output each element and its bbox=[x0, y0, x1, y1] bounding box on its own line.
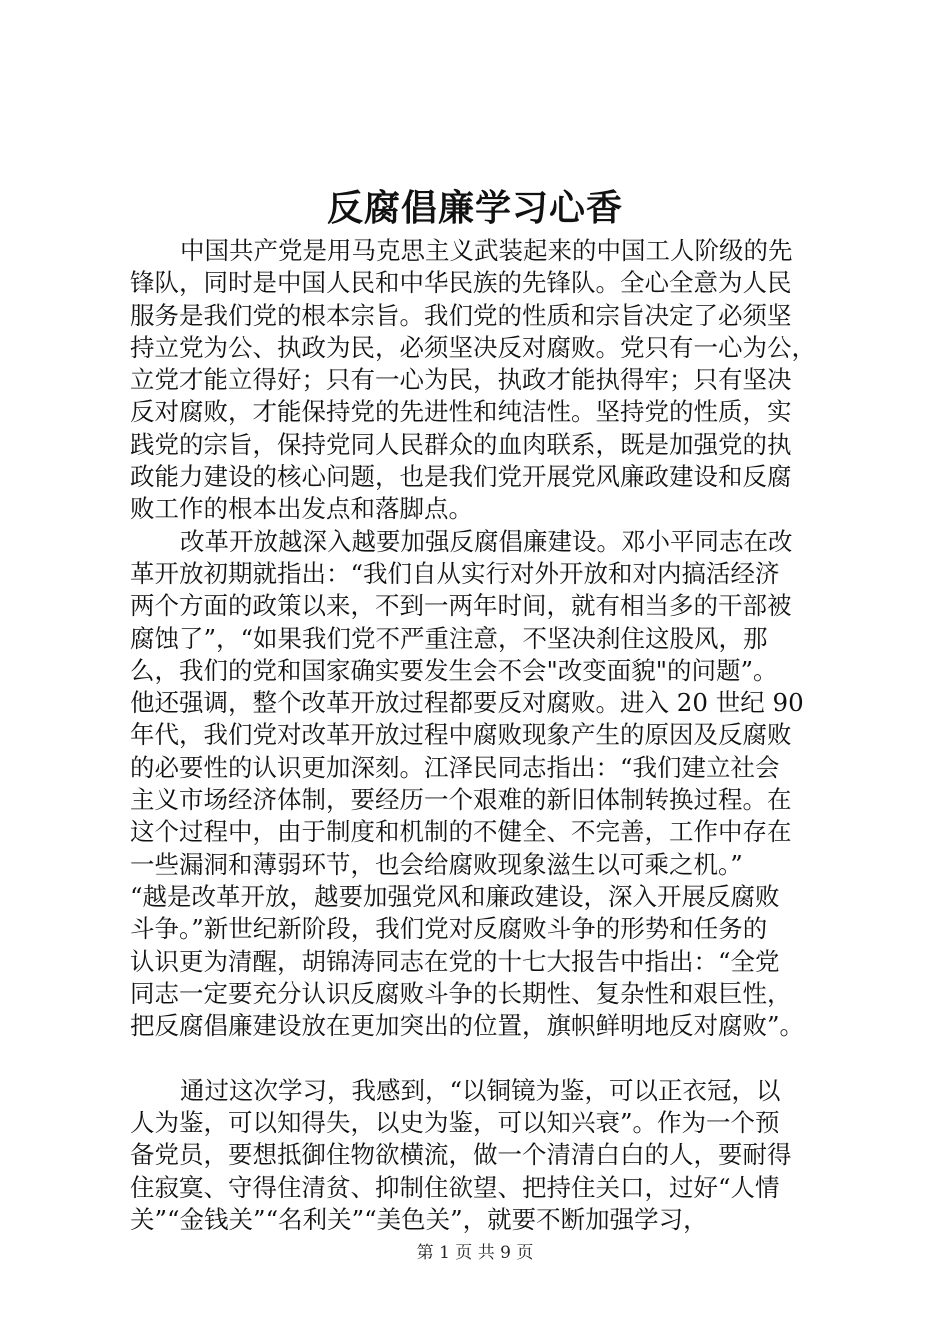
paragraph-line: 践党的宗旨，保持党同人民群众的血肉联系，既是加强党的执 bbox=[130, 429, 792, 459]
paragraph-line: 人为鉴，可以知得失，以史为鉴，可以知兴衰”。作为一个预 bbox=[130, 1108, 780, 1138]
paragraph-line: 备党员，要想抵御住物欲横流，做一个清清白白的人，要耐得 bbox=[130, 1140, 792, 1170]
paragraph-line: 服务是我们党的根本宗旨。我们党的性质和宗旨决定了必须坚 bbox=[130, 300, 792, 330]
paragraph-spacer bbox=[130, 1042, 848, 1074]
paragraph-line: 腐蚀了”，“如果我们党不严重注意，不坚决刹住这股风，那 bbox=[130, 623, 768, 653]
paragraph-line: 锋队，同时是中国人民和中华民族的先锋队。全心全意为人民 bbox=[130, 268, 792, 298]
paragraph-line: 主义市场经济体制，要经历一个艰难的新旧体制转换过程。在 bbox=[130, 785, 792, 815]
paragraph-line: 么，我们的党和国家确实要发生会不会"改变面貌"的问题”。 bbox=[130, 655, 778, 685]
paragraph-line: 年代，我们党对改革开放过程中腐败现象产生的原因及反腐败 bbox=[130, 720, 792, 750]
paragraph-line: 这个过程中，由于制度和机制的不健全、不完善，工作中存在 bbox=[130, 817, 792, 847]
paragraph-line: 政能力建设的核心问题，也是我们党开展党风廉政建设和反腐 bbox=[130, 462, 792, 492]
paragraph-line: 立党才能立得好；只有一心为民，执政才能执得牢；只有坚决 bbox=[130, 365, 792, 395]
paragraph-line: 革开放初期就指出：“我们自从实行对外开放和对内搞活经济 bbox=[130, 558, 780, 588]
paragraph-line: 败工作的根本出发点和落脚点。 bbox=[130, 494, 473, 524]
paragraph-line: “越是改革开放，越要加强党风和廉政建设，深入开展反腐败 bbox=[130, 881, 780, 911]
paragraph-line: 同志一定要充分认识反腐败斗争的长期性、复杂性和艰巨性， bbox=[130, 978, 792, 1008]
document-title: 反腐倡廉学习心香 bbox=[326, 187, 623, 229]
paragraph-1 bbox=[130, 235, 848, 526]
paragraph-line: 反对腐败，才能保持党的先进性和纯洁性。坚持党的性质，实 bbox=[130, 397, 792, 427]
paragraph-line: 认识更为清醒，胡锦涛同志在党的十七大报告中指出：“全党 bbox=[130, 946, 780, 976]
paragraph-line: 把反腐倡廉建设放在更加突出的位置，旗帜鲜明地反对腐败”。 bbox=[130, 1011, 805, 1041]
paragraph-line: 中国共产党是用马克思主义武装起来的中国工人阶级的先 bbox=[180, 236, 793, 265]
page-footer: 第 1 页 共 9 页 bbox=[416, 1243, 534, 1263]
paragraph-line: 通过这次学习，我感到，“以铜镜为鉴，可以正衣冠，以 bbox=[180, 1075, 781, 1105]
paragraph-line: 住寂寞、守得住清贫、抑制住欲望、把持住关口，过好“人情 bbox=[130, 1172, 780, 1202]
paragraph-line: 两个方面的政策以来，不到一两年时间，就有相当多的干部被 bbox=[130, 591, 792, 621]
paragraph-line: 斗争。”新世纪新阶段，我们党对反腐败斗争的形势和任务的 bbox=[130, 914, 768, 944]
paragraph-line: 改革开放越深入越要加强反腐倡廉建设。邓小平同志在改 bbox=[180, 526, 793, 556]
paragraph-line: 的必要性的认识更加深刻。江泽民同志指出：“我们建立社会 bbox=[130, 752, 780, 782]
paragraph-2 bbox=[130, 526, 848, 1043]
paragraph-line: 关”“金钱关”“名利关”“美色关”，就要不断加强学习， bbox=[130, 1204, 708, 1234]
paragraph-line: 持立党为公、执政为民，必须坚决反对腐败。党只有一心为公， bbox=[130, 332, 816, 362]
paragraph-3 bbox=[130, 1075, 848, 1236]
paragraph-line: 他还强调，整个改革开放过程都要反对腐败。进入 20 世纪 90 bbox=[130, 688, 804, 718]
document-body bbox=[130, 235, 848, 1236]
paragraph-line: 一些漏洞和薄弱环节，也会给腐败现象滋生以可乘之机。” bbox=[130, 849, 743, 879]
